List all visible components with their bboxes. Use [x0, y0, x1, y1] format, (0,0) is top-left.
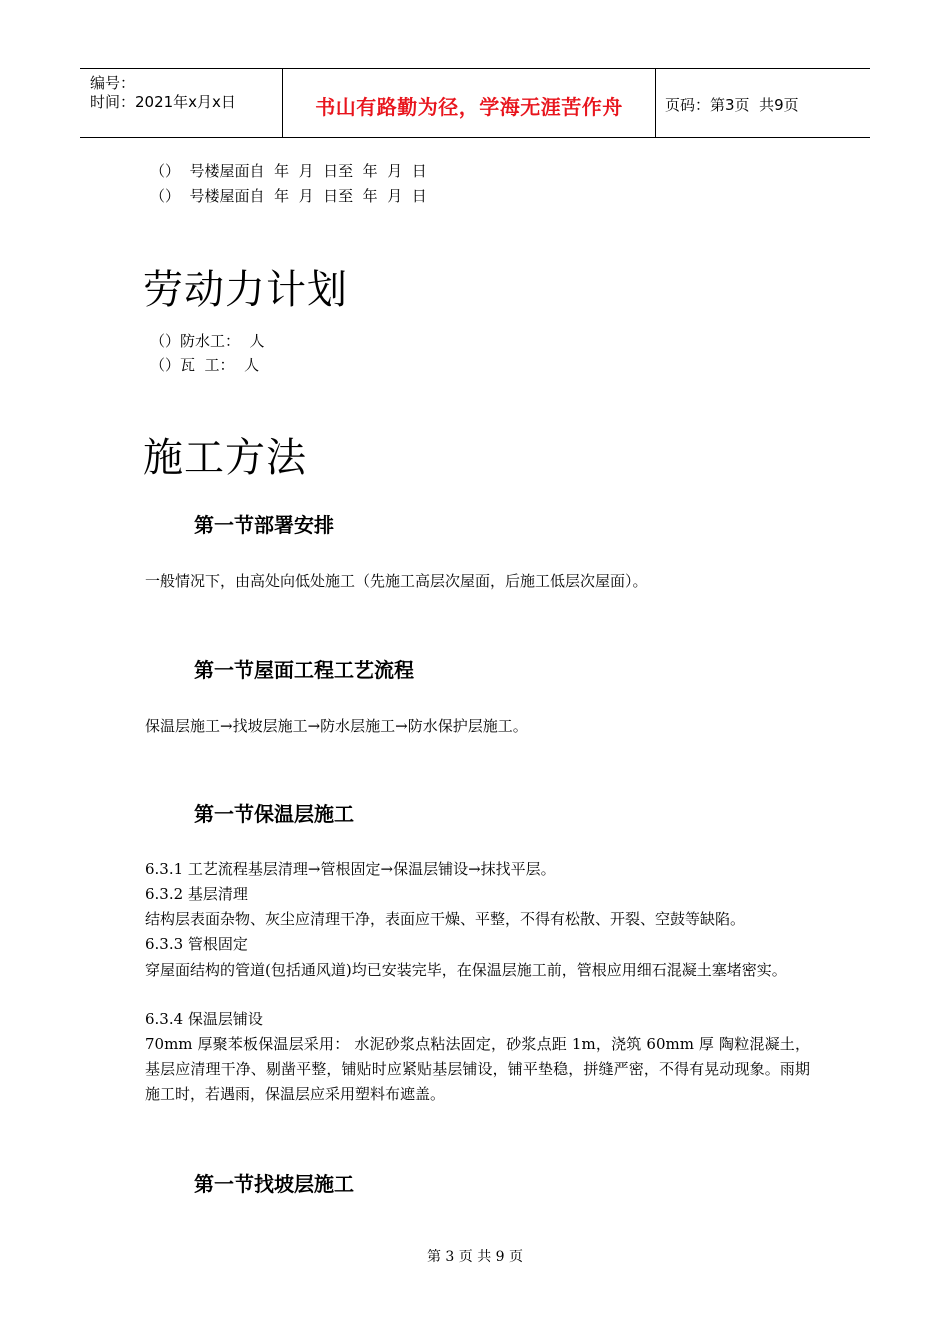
insulation-line-3: 结构层表面杂物、灰尘应清理干净，表面应干燥、平整，不得有松散、开裂、空鼓等缺陷。 — [145, 910, 746, 928]
time-label: 时间：2021年x月x日 — [90, 93, 236, 111]
insulation-line-2: 6.3.2 基层清理 — [145, 885, 248, 903]
header-motto-cell — [282, 69, 656, 137]
code-label: 编号： — [90, 74, 136, 92]
insulation-paragraph-pipe: 穿屋面结构的管道(包括通风道)均已安装完毕，在保温层施工前，管根应用细石混凝土塞堵密实。 — [145, 961, 787, 979]
labor-line-tiler: （）瓦 工： 人 — [150, 356, 260, 374]
insulation-line-1: 6.3.1 工艺流程基层清理→管根固定→保温层铺设→抹找平层。 — [145, 860, 556, 878]
roof-line-1: （） 号楼屋面自 年 月 日至 年 月 日 — [150, 162, 427, 180]
header-page-cell — [655, 69, 870, 137]
section-process-text: 保温层施工→找坡层施工→防水层施工→防水保护层施工。 — [145, 717, 528, 735]
motto: 书山有路勤为径，学海无涯苦作舟 — [315, 95, 623, 119]
method-heading: 施工方法 — [143, 435, 307, 481]
insulation-line-4: 6.3.3 管根固定 — [145, 935, 248, 953]
section-insulation-heading: 第一节保温层施工 — [194, 802, 354, 826]
section-process-heading: 第一节屋面工程工艺流程 — [194, 658, 414, 682]
section-slope-heading: 第一节找坡层施工 — [194, 1172, 354, 1196]
page-header — [80, 68, 870, 138]
labor-line-waterproof: （）防水工： 人 — [150, 332, 265, 350]
page-label: 页码：第3页 共9页 — [665, 96, 799, 114]
page-footer: 第 3 页 共 9 页 — [426, 1249, 524, 1265]
roof-line-2: （） 号楼屋面自 年 月 日至 年 月 日 — [150, 187, 427, 205]
insulation-subheading-laying: 6.3.4 保温层铺设 — [145, 1010, 263, 1028]
insulation-paragraph-laying: 70mm 厚聚苯板保温层采用： 水泥砂浆点粘法固定，砂浆点距 1m，浇筑 60mm 厚 陶粒混凝土，基层应清理干净、剔凿平整，铺贴时应紧贴基层铺设，铺平垫稳，拼缝严密，不得有晃动现象。雨期施工时，若遇雨，保温层应采用塑料布遮盖。 — [145, 1035, 810, 1103]
labor-plan-heading: 劳动力计划 — [143, 267, 348, 313]
header-info-cell — [80, 69, 282, 137]
section-deployment-heading: 第一节部署安排 — [194, 513, 334, 537]
section-deployment-text: 一般情况下，由高处向低处施工（先施工高层次屋面，后施工低层次屋面）。 — [145, 572, 648, 590]
